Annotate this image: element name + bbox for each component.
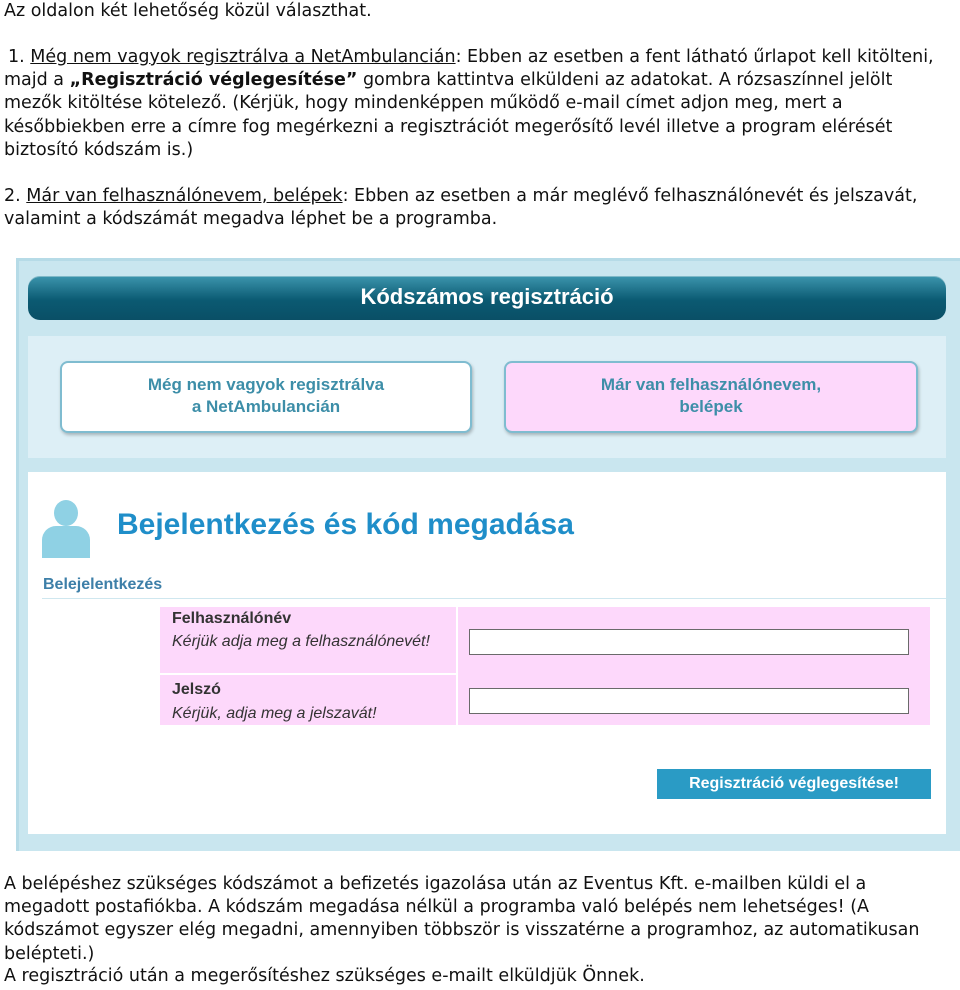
option-2-paragraph [4, 185, 954, 231]
option-2-link[interactable]: Már van felhasználónevem, belépek [26, 186, 343, 206]
option-1-paragraph [4, 46, 954, 162]
choice-2-line-1: Már van felhasználónevem, [600, 375, 822, 394]
password-input[interactable] [469, 688, 909, 714]
option-1-text-a: : Ebben az esetben a fent látható űrlapot kell kitölteni, majd a [4, 47, 934, 91]
registration-header-title: Kódszámos regisztráció [360, 284, 614, 309]
option-2-number: 2. [4, 186, 21, 206]
intro-text: Az oldalon két lehetőség közül választhat. [4, 1, 372, 21]
already-registered-button[interactable] [504, 361, 918, 433]
option-1-number: 1. [8, 47, 25, 67]
user-icon [42, 500, 90, 558]
section-label: Belejelentkezés [43, 576, 163, 593]
password-hint: Kérjük, adja meg a jelszavát! [172, 705, 377, 722]
choice-2-line-2: belépek [679, 397, 743, 416]
username-hint: Kérjük adja meg a felhasználónevét! [172, 633, 430, 650]
form-row-separator [160, 673, 456, 675]
choice-1-line-2: a NetAmbulancián [191, 397, 341, 416]
submit-registration-button[interactable]: Regisztráció véglegesítése! [657, 769, 931, 799]
password-label: Jelszó [172, 681, 221, 698]
not-registered-button[interactable] [60, 361, 472, 433]
footer-text-1: A belépéshez szükséges kódszámot a befizetés igazolása után az Eventus Kft. e-mailben küldi el a megadott postafiókba. A kódszám megadása nélkül a programba való belépés nem lehetséges! (A kódszámot egyszer elég megadni, amennyiben többször is visszatérne a programhoz, az automatikusan belépteti.) [4, 874, 920, 964]
username-label: Felhasználónév [172, 610, 292, 627]
option-2-text: : Ebben az esetben a már meglévő felhasználónevét és jelszavát, valamint a kódszámát megadva léphet be a programba. [4, 186, 918, 230]
footer-text-2: A regisztráció után a megerősítéshez szükséges e-mailt elküldjük Önnek. [4, 966, 645, 986]
login-title: Bejelentkezés és kód megadása [117, 508, 574, 541]
choice-1-line-1: Még nem vagyok regisztrálva [147, 375, 385, 394]
section-divider [42, 598, 946, 599]
option-1-text-b: gombra kattintva elküldeni az adatokat. A rózsaszínnel jelölt mezők kitöltése kötelező. (Kérjük, hogy mindenképpen működő e-mail címet adjon meg, mert a későbbiekben erre a címre fog megérkezni a regisztrációt megerősítő levél illetve a program elérését biztosító kódszám is.) [4, 70, 893, 160]
option-1-bold: „Regisztráció véglegesítése” [69, 70, 358, 91]
option-1-link[interactable]: Még nem vagyok regisztrálva a NetAmbulancián [30, 47, 456, 67]
form-column-separator [456, 607, 458, 725]
registration-header-bar [28, 276, 946, 320]
username-input[interactable] [469, 629, 909, 655]
